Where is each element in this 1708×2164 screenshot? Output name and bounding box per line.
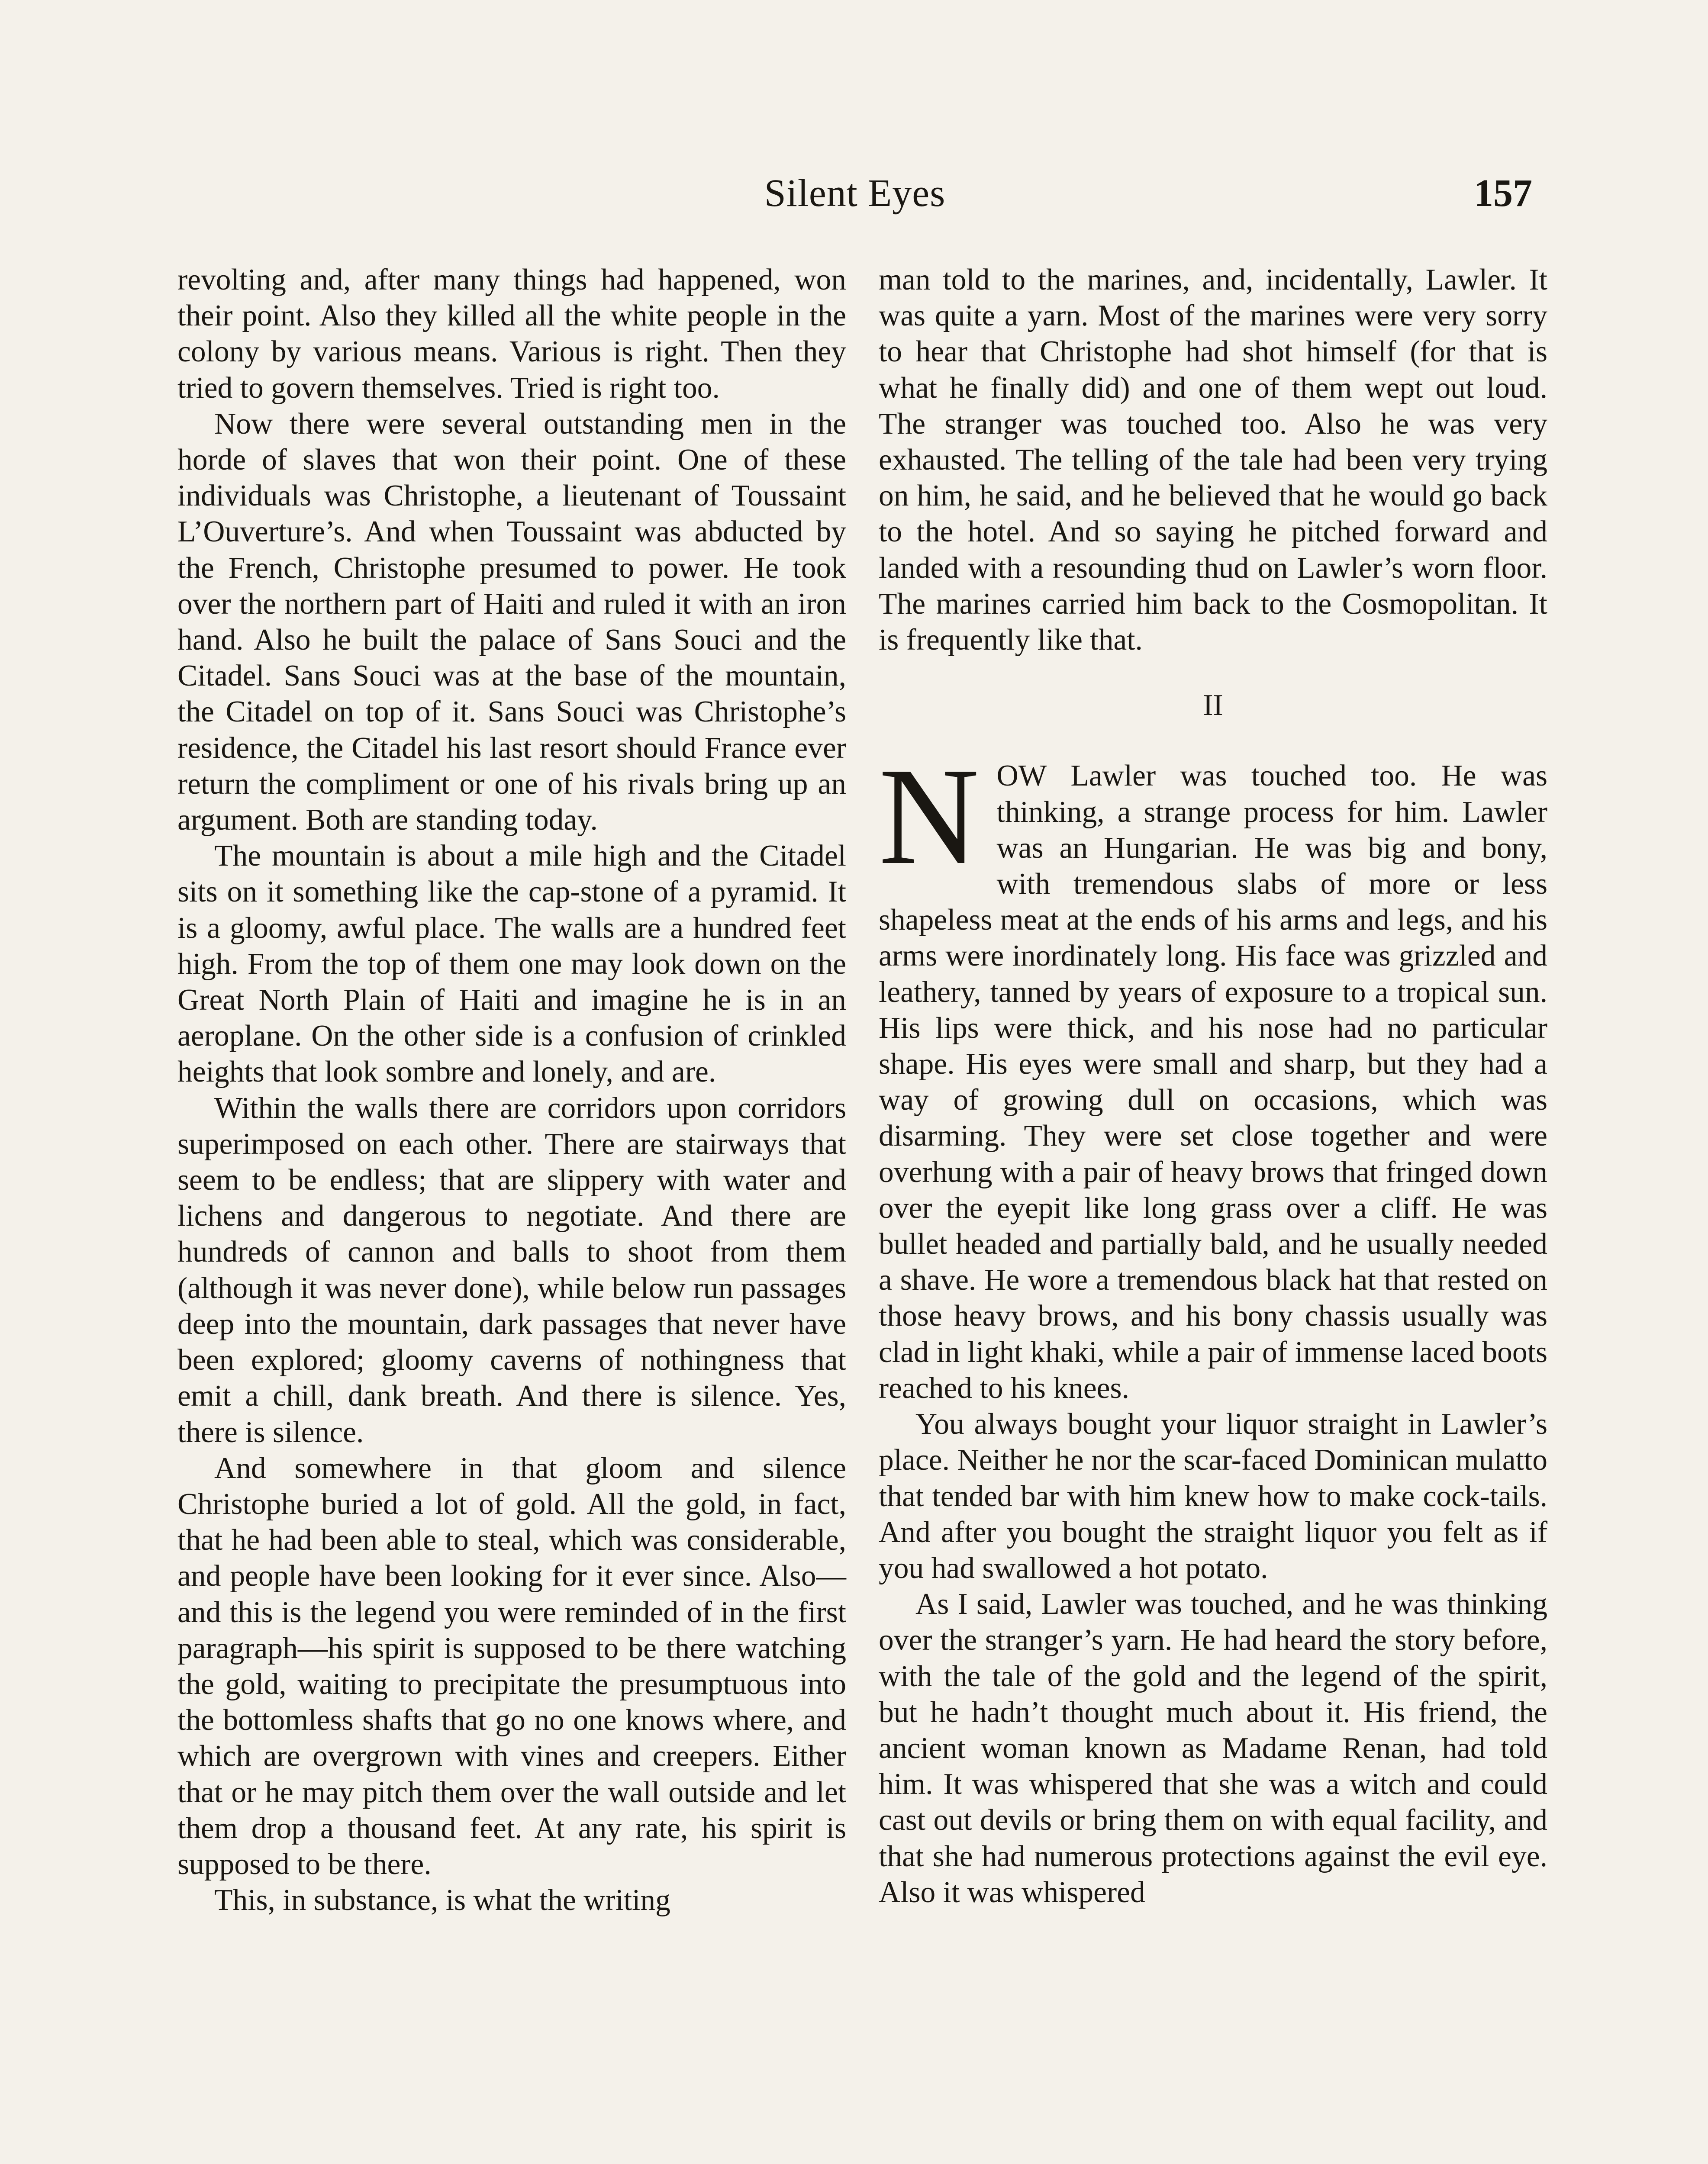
paragraph: This, in substance, is what the writing [214, 1884, 670, 1917]
right-column [879, 262, 1547, 1910]
drop-cap-paragraph [879, 739, 1547, 1406]
section-heading: II [1203, 689, 1223, 722]
paragraph: revolting and, after many things had happened, won their point. Also they killed all the white people in the colony by various means. Various is right. Then they tried to govern themselves. Tried is right too. [177, 263, 846, 405]
drop-cap-paragraph-text: OW Lawler was touched too. He was thinking, a strange process for him. Lawler was an Hungarian. He was big and bony, with tremendous slabs of more or less shapeless meat at the ends of his arms and legs, and his arms were inordinately long. His face was grizzled and leathery, tanned by years of exposure to a tropical sun. His lips were thick, and his nose had no particular shape. His eyes were small and sharp, but they had a way of growing dull on occasions, which was disarming. They were set close together and were overhung with a pair of heavy brows that fringed down over the eyepit like long grass over a cliff. He was bullet headed and partially bald, and he usually needed a shave. He wore a tremendous black hat that rested on those heavy brows, and his bony chassis usually was clad in light khaki, while a pair of immense laced boots reached to his knees. [879, 759, 1547, 1405]
paragraph: As I said, Lawler was touched, and he was thinking over the stranger’s yarn. He had heard the story before, with the tale of the gold and the legend of the spirit, but he hadn’t thought much about it. His friend, the ancient woman known as Madame Renan, had told him. It was whispered that she was a witch and could cast out devils or bring them on with equal facility, and that she had numerous protections against the evil eye. Also it was whispered [879, 1588, 1547, 1909]
running-head: Silent Eyes [764, 172, 946, 215]
paragraph: You always bought your liquor straight in Lawler’s place. Neither he nor the scar-faced Dominican mulatto that tended bar with him knew how to make cock-tails. And after you bought the straight liquor you felt as if you had swallowed a hot potato. [879, 1407, 1547, 1585]
paragraph: man told to the marines, and, incidentally, Lawler. It was quite a yarn. Most of the marines were very sorry to hear that Christophe had shot himself (for that is what he finally did) and one of them wept out loud. The stranger was touched too. Also he was very exhausted. The telling of the tale had been very trying on him, he said, and he believed that he would go back to the hotel. And so saying he pitched forward and landed with a resounding thud on Lawler’s worn floor. The marines carried him back to the Cosmopolitan. It is frequently like that. [879, 263, 1547, 657]
paragraph: And somewhere in that gloom and silence Christophe buried a lot of gold. All the gold, in fact, that he had been able to steal, which was considerable, and people have been looking for it ever since. Also—and this is the legend you were reminded of in the first paragraph—his spirit is supposed to be there watching the gold, waiting to precipitate the presumptuous into the bottomless shafts that go no one knows where, and which are overgrown with vines and creepers. Either that or he may pitch them over the wall outside and let them drop a thousand feet. At any rate, his spirit is supposed to be there. [177, 1451, 846, 1881]
left-column [177, 262, 846, 1918]
paragraph: Within the walls there are corridors upon corridors superimposed on each other. There are stairways that seem to be endless; that are slippery with water and lichens and dangerous to negotiate. And there are hundreds of cannon and balls to shoot from them (although it was never done), while below run passages deep into the mountain, dark passages that never have been explored; gloomy caverns of nothingness that emit a chill, dank breath. And there is silence. Yes, there is silence. [177, 1091, 846, 1449]
page-number: 157 [1474, 172, 1532, 215]
drop-cap: N [879, 739, 980, 894]
paragraph: Now there were several outstanding men in the horde of slaves that won their point. One of these individuals was Christophe, a lieutenant of Toussaint L’Ouverture’s. And when Toussaint was abducted by the French, Christophe presumed to power. He took over the northern part of Haiti and ruled it with an iron hand. Also he built the palace of Sans Souci and the Citadel. Sans Souci was at the base of the mountain, the Citadel on top of it. Sans Souci was Christophe’s residence, the Citadel his last resort should France ever return the compliment or one of his rivals bring up an argument. Both are standing today. [177, 407, 846, 837]
page-header [177, 171, 1532, 232]
paragraph: The mountain is about a mile high and the Citadel sits on it something like the cap-stone of a pyramid. It is a gloomy, awful place. The walls are a hundred feet high. From the top of them one may look down on the Great North Plain of Haiti and imagine he is in an aeroplane. On the other side is a confusion of crinkled heights that look sombre and lonely, and are. [177, 839, 846, 1089]
